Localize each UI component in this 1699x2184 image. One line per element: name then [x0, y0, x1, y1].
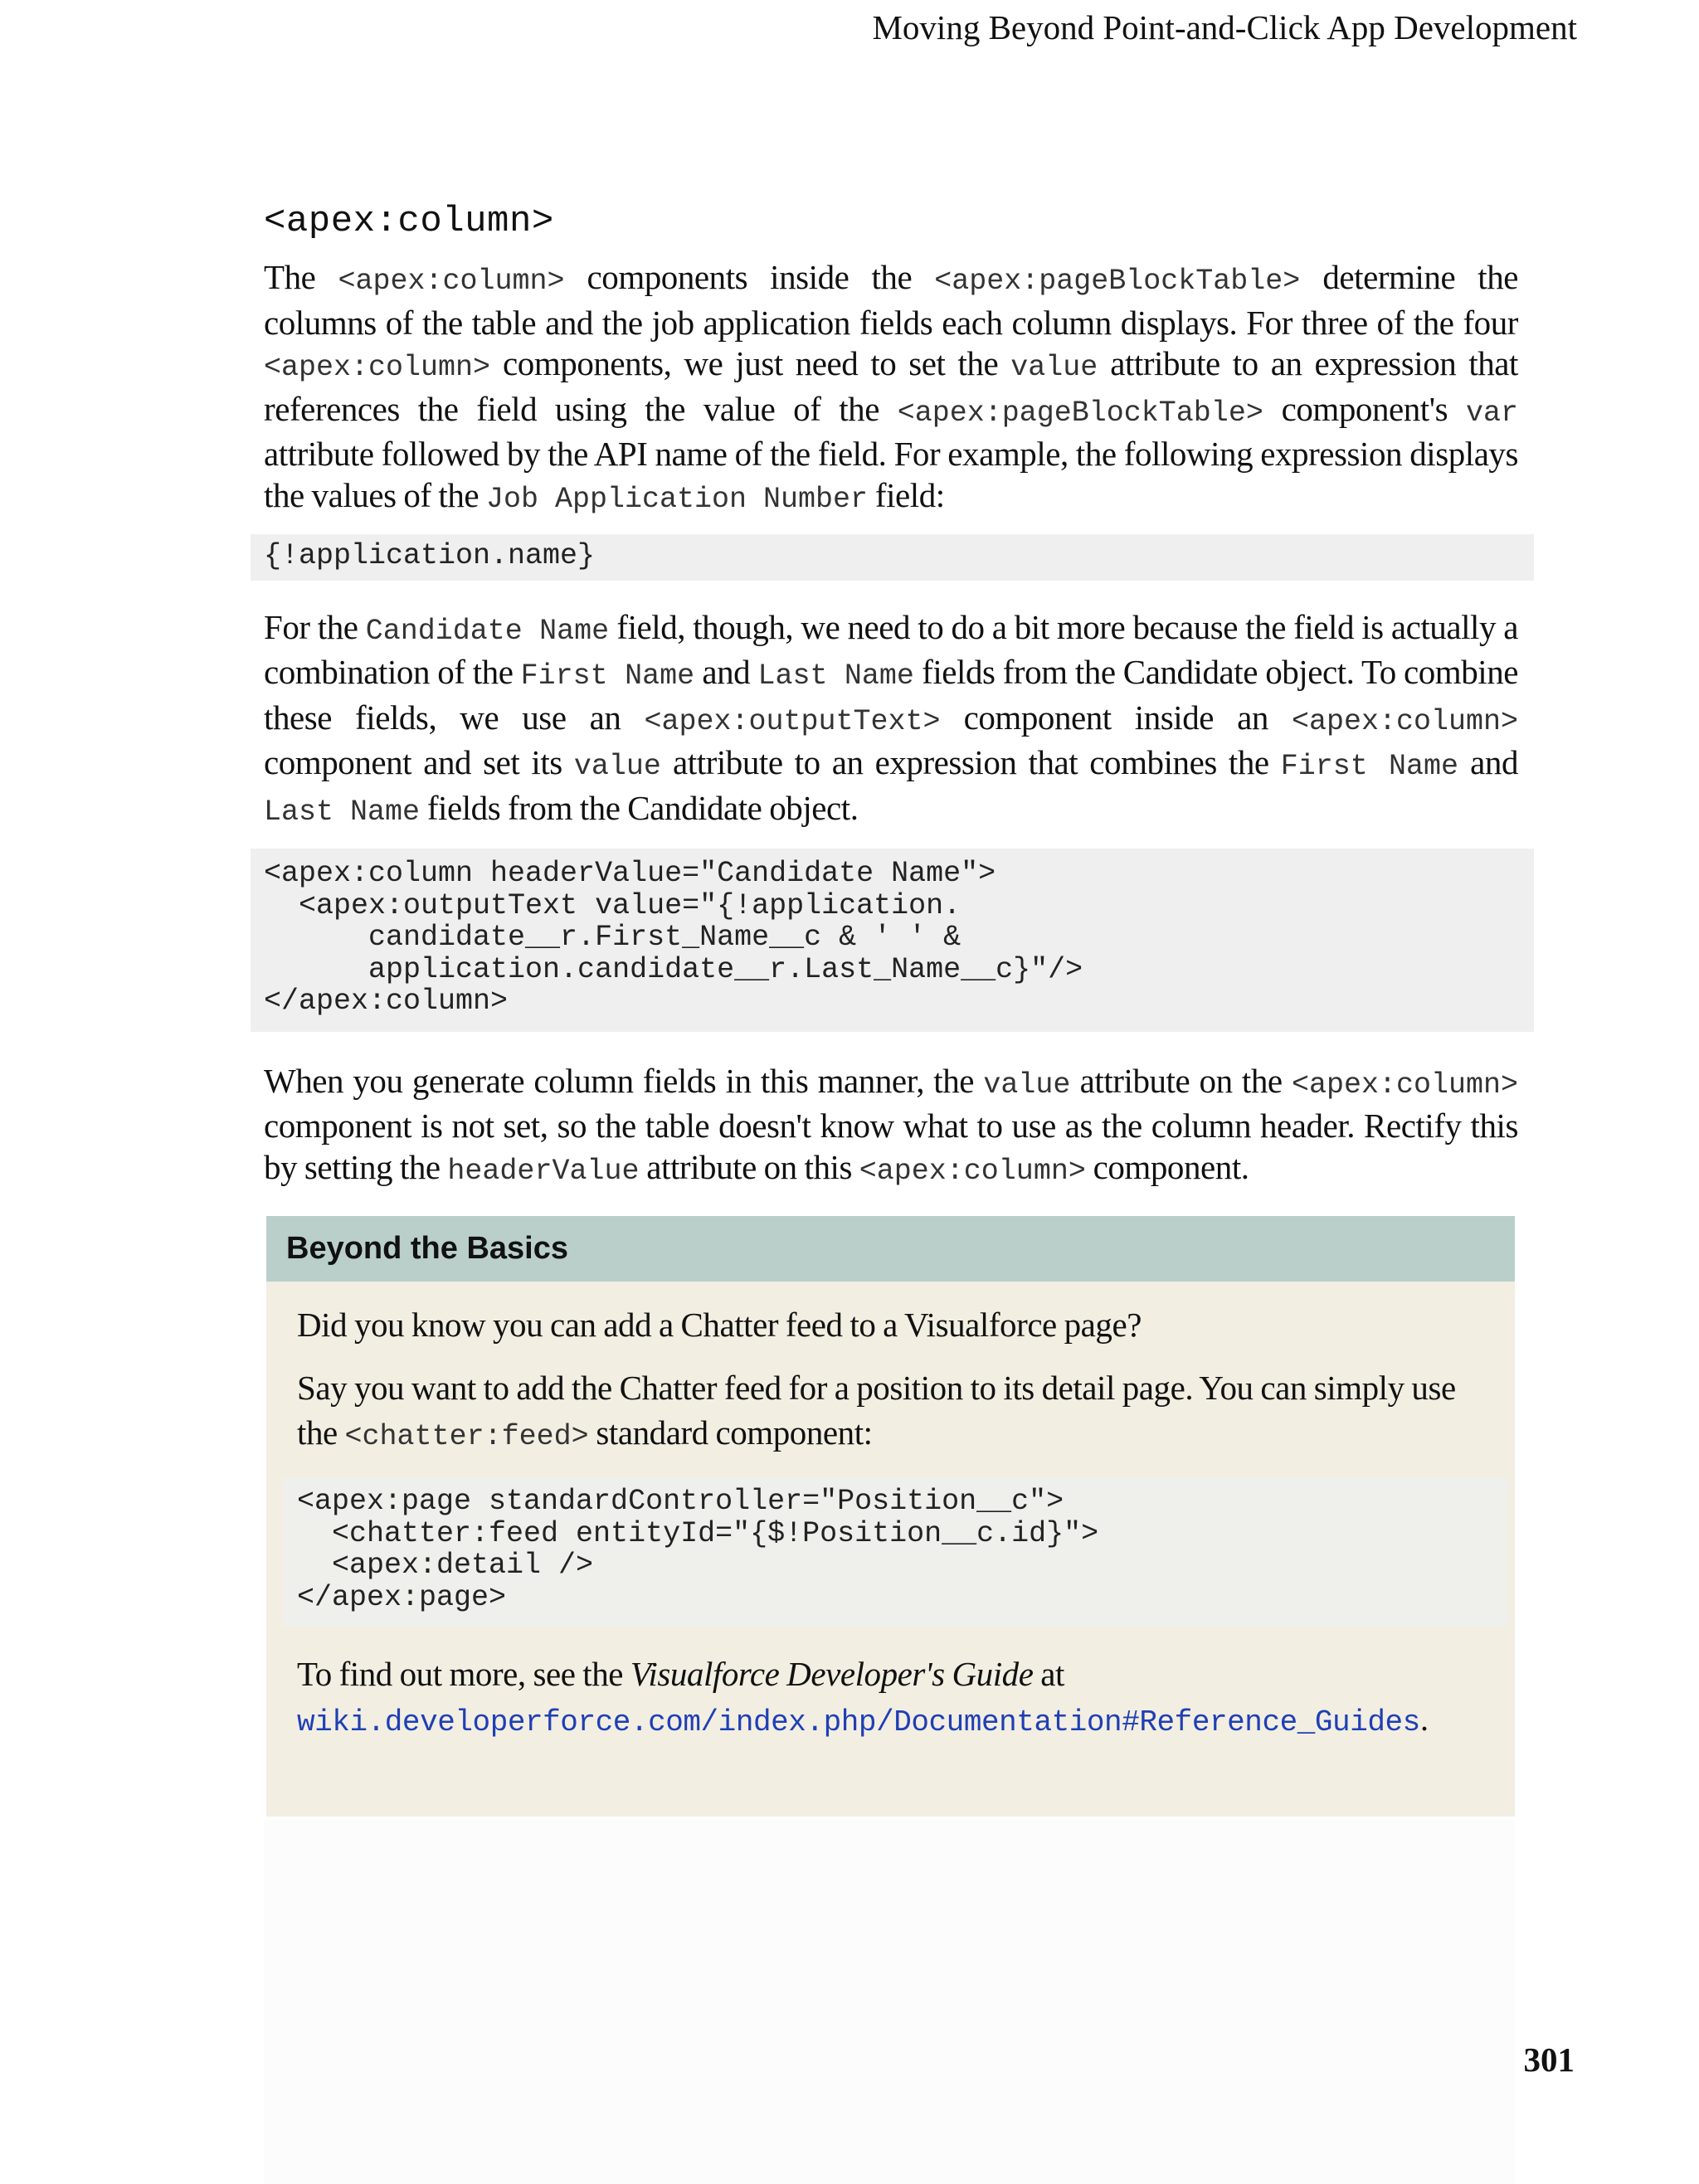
text-run: For the — [264, 607, 366, 646]
text-run: field, though, we need to do a bit more because the field is actually a combination of the — [264, 607, 1518, 691]
text-run: When you generate column fields in this manner, the — [264, 1061, 984, 1100]
inline-code: headerValue — [447, 1154, 640, 1188]
section-heading: <apex:column> — [264, 201, 554, 242]
inline-code: <apex:column> — [338, 265, 565, 298]
text-run: component's — [1263, 389, 1466, 428]
inline-code: value — [573, 750, 661, 783]
reference-guides-link[interactable]: wiki.developerforce.com/index.php/Documentation#Reference_Guides — [297, 1705, 1420, 1739]
text-run: component and set its — [264, 743, 574, 781]
inline-code: var — [1466, 396, 1519, 430]
inline-code: <apex:outputText> — [644, 704, 941, 738]
code-sample-chatter-feed: <apex:page standardController="Position__c"> <chatter:feed entityId="{$!Position__c.id}"> <apex:detail /> </apex:page> — [283, 1477, 1507, 1627]
inline-code: Last Name — [264, 795, 421, 829]
inline-code: <apex:column> — [264, 351, 491, 384]
text-run: components inside the — [564, 258, 935, 296]
text-run: component. — [1085, 1147, 1249, 1186]
inline-code: <apex:pageBlockTable> — [897, 396, 1263, 430]
more-info-suffix: . — [1419, 1700, 1429, 1738]
inline-code: Last Name — [757, 659, 914, 693]
inline-code: value — [1010, 351, 1098, 384]
sidebar-title: Beyond the Basics — [266, 1216, 1515, 1282]
inline-code: value — [983, 1068, 1071, 1102]
text-run: The — [264, 258, 338, 296]
inline-code: First Name — [1280, 750, 1459, 783]
code-sample-application-name: {!application.name} — [251, 534, 1534, 581]
sidebar-question: Did you know you can add a Chatter feed to a Visualforce page? — [297, 1306, 1142, 1344]
text-run: attribute followed by the API name of the field. For example, the following expression displays the values of the — [264, 435, 1518, 514]
text-run: determine the columns of the table and the job application fields each column displays. For three of the four — [264, 258, 1518, 342]
text-run: component inside an — [940, 698, 1292, 737]
sidebar-more-info — [297, 1651, 1490, 1745]
more-info-prefix: To find out more, see the — [297, 1655, 630, 1693]
sidebar-body — [266, 1302, 1515, 1745]
sidebar-paragraph — [297, 1365, 1490, 1459]
inline-code: <apex:column> — [1291, 704, 1518, 738]
page-number: 301 — [1523, 2041, 1575, 2079]
text-run: and — [694, 653, 758, 691]
paragraph-header-value — [264, 1061, 1518, 1193]
text-run: attribute to an expression that references the field using the value of the — [264, 344, 1518, 428]
text-run: fields from the Candidate object. — [420, 788, 859, 827]
paragraph-candidate-name — [264, 607, 1518, 834]
text-run: components, we just need to set the — [490, 344, 1011, 382]
beyond-the-basics-sidebar — [266, 1216, 1515, 1817]
text-run: attribute to an expression that combines the — [660, 743, 1281, 781]
main-content — [264, 192, 1518, 1192]
inline-code: <apex:pageBlockTable> — [934, 265, 1301, 298]
text-run: attribute on the — [1070, 1061, 1292, 1100]
running-head: Moving Beyond Point-and-Click App Development — [872, 8, 1577, 46]
inline-code: Candidate Name — [365, 614, 610, 648]
inline-code: First Name — [520, 659, 695, 693]
text-run: fields from the Candidate object. To combine these fields, we use an — [264, 653, 1518, 737]
inline-code: <apex:column> — [1291, 1068, 1518, 1102]
inline-code: <chatter:feed> — [344, 1420, 589, 1453]
guide-title: Visualforce Developer's Guide — [630, 1655, 1034, 1693]
inline-code: Job Application Number — [485, 482, 869, 516]
paragraph-column-components — [264, 257, 1518, 520]
text-run: Say you want to add the Chatter feed for a position to its detail page. You can simply use the — [297, 1369, 1456, 1452]
text-run: attribute on this — [639, 1147, 859, 1186]
more-info-mid: at — [1033, 1655, 1064, 1693]
inline-code: <apex:column> — [859, 1154, 1086, 1188]
text-run: standard component: — [588, 1413, 873, 1452]
page-shading — [264, 1820, 1515, 2184]
text-run: component is not set, so the table doesn't know what to use as the column header. Rectify this by setting the — [264, 1107, 1518, 1186]
text-run: field: — [868, 475, 945, 514]
text-run: and — [1458, 743, 1518, 781]
code-sample-candidate-column: <apex:column headerValue="Candidate Name"> <apex:outputText value="{!application. candidate__r.First_Name__c & ' ' & application.candidate__r.Last_Name__c}"/> </apex:column> — [251, 849, 1534, 1032]
